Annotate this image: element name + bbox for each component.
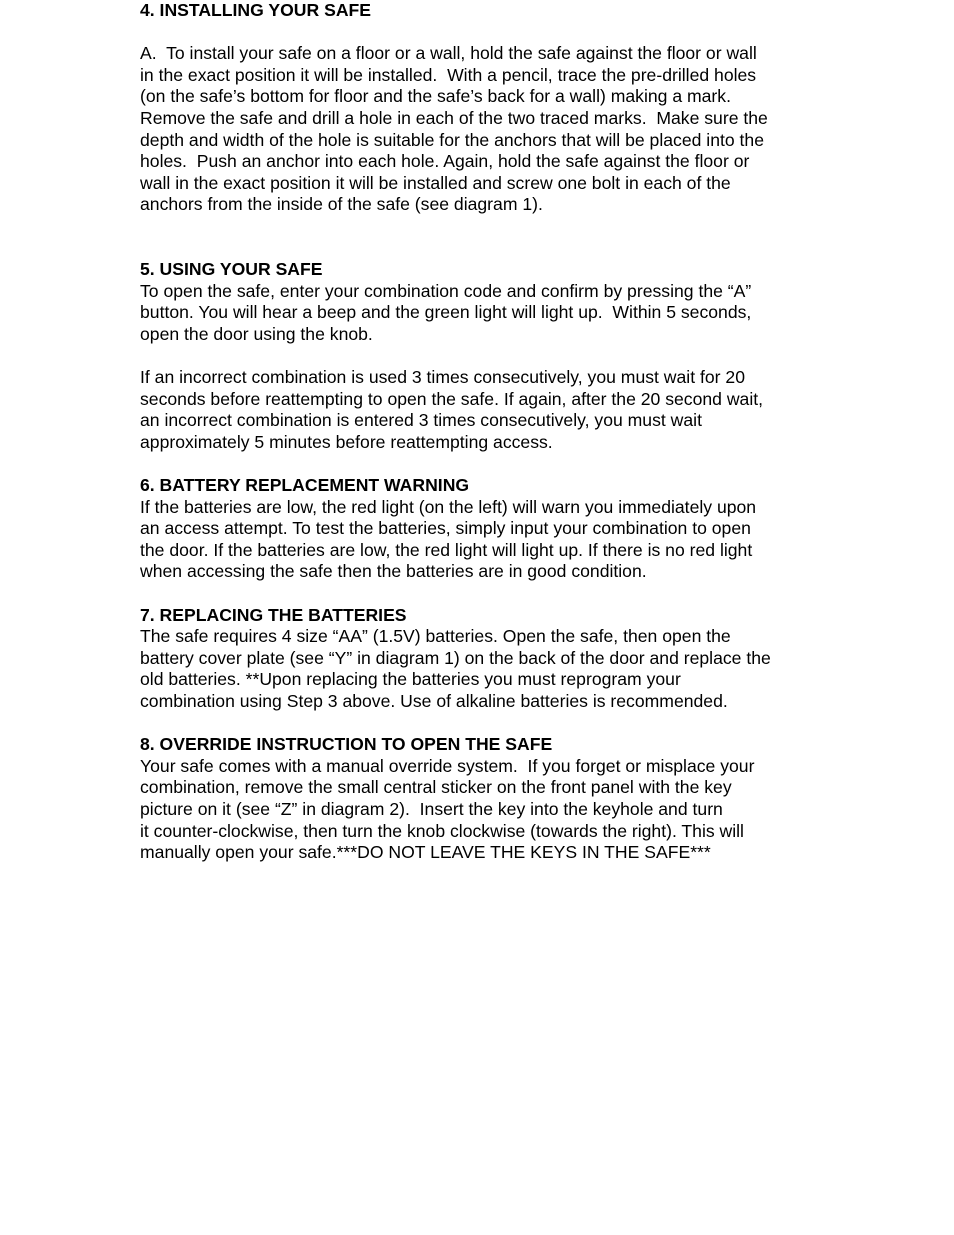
text-line: open the door using the knob. [140,323,373,344]
text-line: combination using Step 3 above. Use of alkaline batteries is recommended. [140,691,728,711]
text-line: seconds before reattempting to open the safe. If again, after the 20 second wait, [140,388,764,409]
paragraph [140,756,830,864]
section-heading: 6. BATTERY REPLACEMENT WARNING [140,475,470,496]
text-line: The safe requires 4 size “AA” (1.5V) batteries. Open the safe, then open the [140,626,731,647]
spacer [140,453,830,475]
text-line: approximately 5 minutes before reattempting access. [140,431,553,452]
section-override [140,734,830,864]
text-line: A. To install your safe on a floor or a wall, hold the safe against the floor or wall [140,43,757,64]
section-replacing-batteries [140,605,830,713]
text-line: (on the safe’s bottom for floor and the safe’s back for a wall) making a mark. [140,86,731,107]
section-heading: 7. REPLACING THE BATTERIES [140,604,407,625]
text-line: battery cover plate (see “Y” in diagram 1) on the back of the door and replace the [140,647,771,668]
text-line: manually open your safe.***DO NOT LEAVE THE KEYS IN THE SAFE*** [140,842,711,863]
text-line: Your safe comes with a manual override system. If you forget or misplace your [140,755,755,776]
text-line: If an incorrect combination is used 3 times consecutively, you must wait for 20 [140,367,745,388]
text-line: If the batteries are low, the red light (on the left) will warn you immediately upon [140,496,757,517]
text-line: an access attempt. To test the batteries, simply input your combination to open [140,518,751,539]
text-line: anchors from the inside of the safe (see diagram 1). [140,194,543,215]
spacer [140,216,830,259]
text-line: wall in the exact position it will be installed and screw one bolt in each of the [140,172,731,193]
text-line: in the exact position it will be installed. With a pencil, trace the pre-drilled holes [140,64,757,85]
paragraph [140,281,830,346]
section-using [140,259,830,453]
text-line: when accessing the safe then the batteries are in good condition. [140,561,647,582]
paragraph [140,497,830,583]
section-battery-warning [140,475,830,583]
text-line: To open the safe, enter your combination code and confirm by pressing the “A” [140,280,752,301]
document-page [140,0,830,864]
section-heading: 4. INSTALLING YOUR SAFE [140,0,372,20]
paragraph [140,626,830,712]
text-line: holes. Push an anchor into each hole. Again, hold the safe against the floor or [140,151,750,172]
spacer [140,713,830,735]
text-line: old batteries. **Upon replacing the batteries you must reprogram your [140,669,681,690]
section-heading: 5. USING YOUR SAFE [140,259,323,280]
text-line: combination, remove the small central sticker on the front panel with the key [140,777,732,798]
text-line: an incorrect combination is entered 3 times consecutively, you must wait [140,410,702,431]
section-heading: 8. OVERRIDE INSTRUCTION TO OPEN THE SAFE [140,734,553,755]
text-line: button. You will hear a beep and the green light will light up. Within 5 seconds, [140,302,752,323]
text-line: it counter-clockwise, then turn the knob clockwise (towards the right). This will [140,820,744,841]
text-line: the door. If the batteries are low, the red light will light up. If there is no red light [140,539,753,560]
paragraph [140,367,830,453]
spacer [140,22,830,44]
text-line: depth and width of the hole is suitable for the anchors that will be placed into the [140,129,765,150]
text-line: Remove the safe and drill a hole in each of the two traced marks. Make sure the [140,107,768,128]
paragraph [140,43,830,216]
section-installing [140,0,830,216]
spacer [140,583,830,605]
spacer [140,346,830,368]
text-line: picture on it (see “Z” in diagram 2). Insert the key into the keyhole and turn [140,798,723,819]
